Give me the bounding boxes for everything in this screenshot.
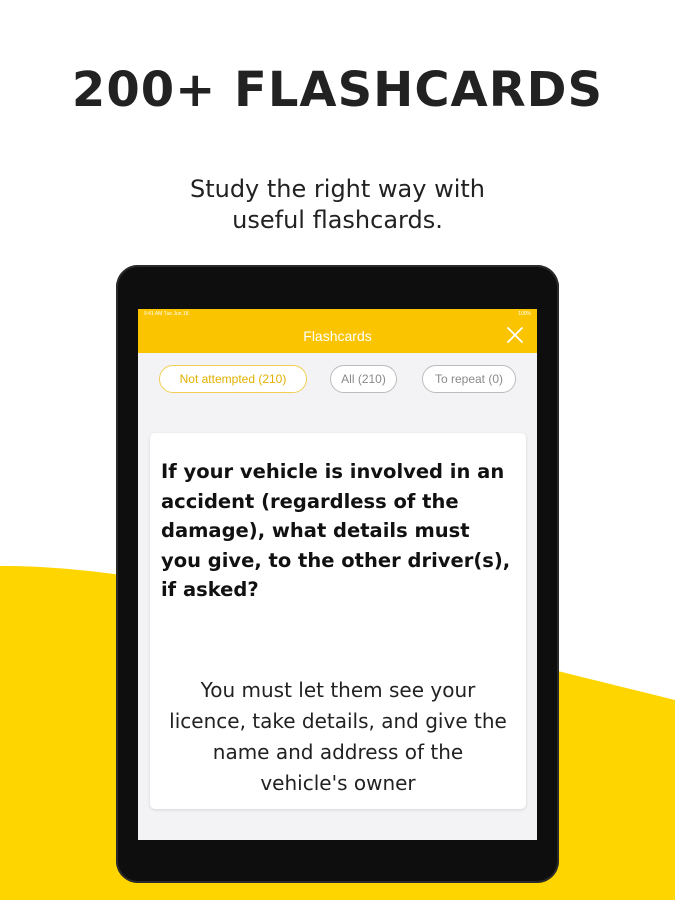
- status-time: 9:41 AM Tue Jun 18: [144, 311, 189, 317]
- tablet-screen: [138, 309, 537, 840]
- page-headline: 200+ FLASHCARDS: [71, 62, 604, 118]
- close-icon[interactable]: [506, 326, 524, 344]
- answer-line: You must let them see your: [200, 678, 476, 702]
- answer-line: vehicle's owner: [260, 771, 416, 795]
- question-line: accident (regardless of the: [161, 489, 459, 513]
- flashcard-answer: [150, 675, 526, 799]
- answer-line: licence, take details, and give the: [169, 709, 507, 733]
- question-line: if asked?: [161, 578, 259, 601]
- question-line: damage), what details must: [161, 519, 470, 542]
- status-bar: [138, 309, 537, 319]
- page-subheadline: [0, 174, 675, 236]
- filter-all-chip[interactable]: All (210): [330, 365, 397, 393]
- answer-line: name and address of the: [212, 740, 464, 764]
- flashcard[interactable]: [150, 433, 526, 809]
- subheadline-line: useful flashcards.: [232, 206, 443, 234]
- subheadline-line: Study the right way with: [189, 175, 486, 203]
- filter-not-attempted-chip[interactable]: Not attempted (210): [159, 365, 307, 393]
- app-bar: [138, 319, 537, 353]
- question-line: If your vehicle is involved in an: [161, 460, 505, 483]
- flashcard-question: [161, 457, 515, 605]
- app-bar-title: Flashcards: [303, 328, 372, 344]
- question-line: you give, to the other driver(s),: [161, 548, 511, 572]
- battery-status: 100%: [518, 311, 531, 317]
- tablet-device-frame: [116, 265, 559, 883]
- filter-to-repeat-chip[interactable]: To repeat (0): [422, 365, 516, 393]
